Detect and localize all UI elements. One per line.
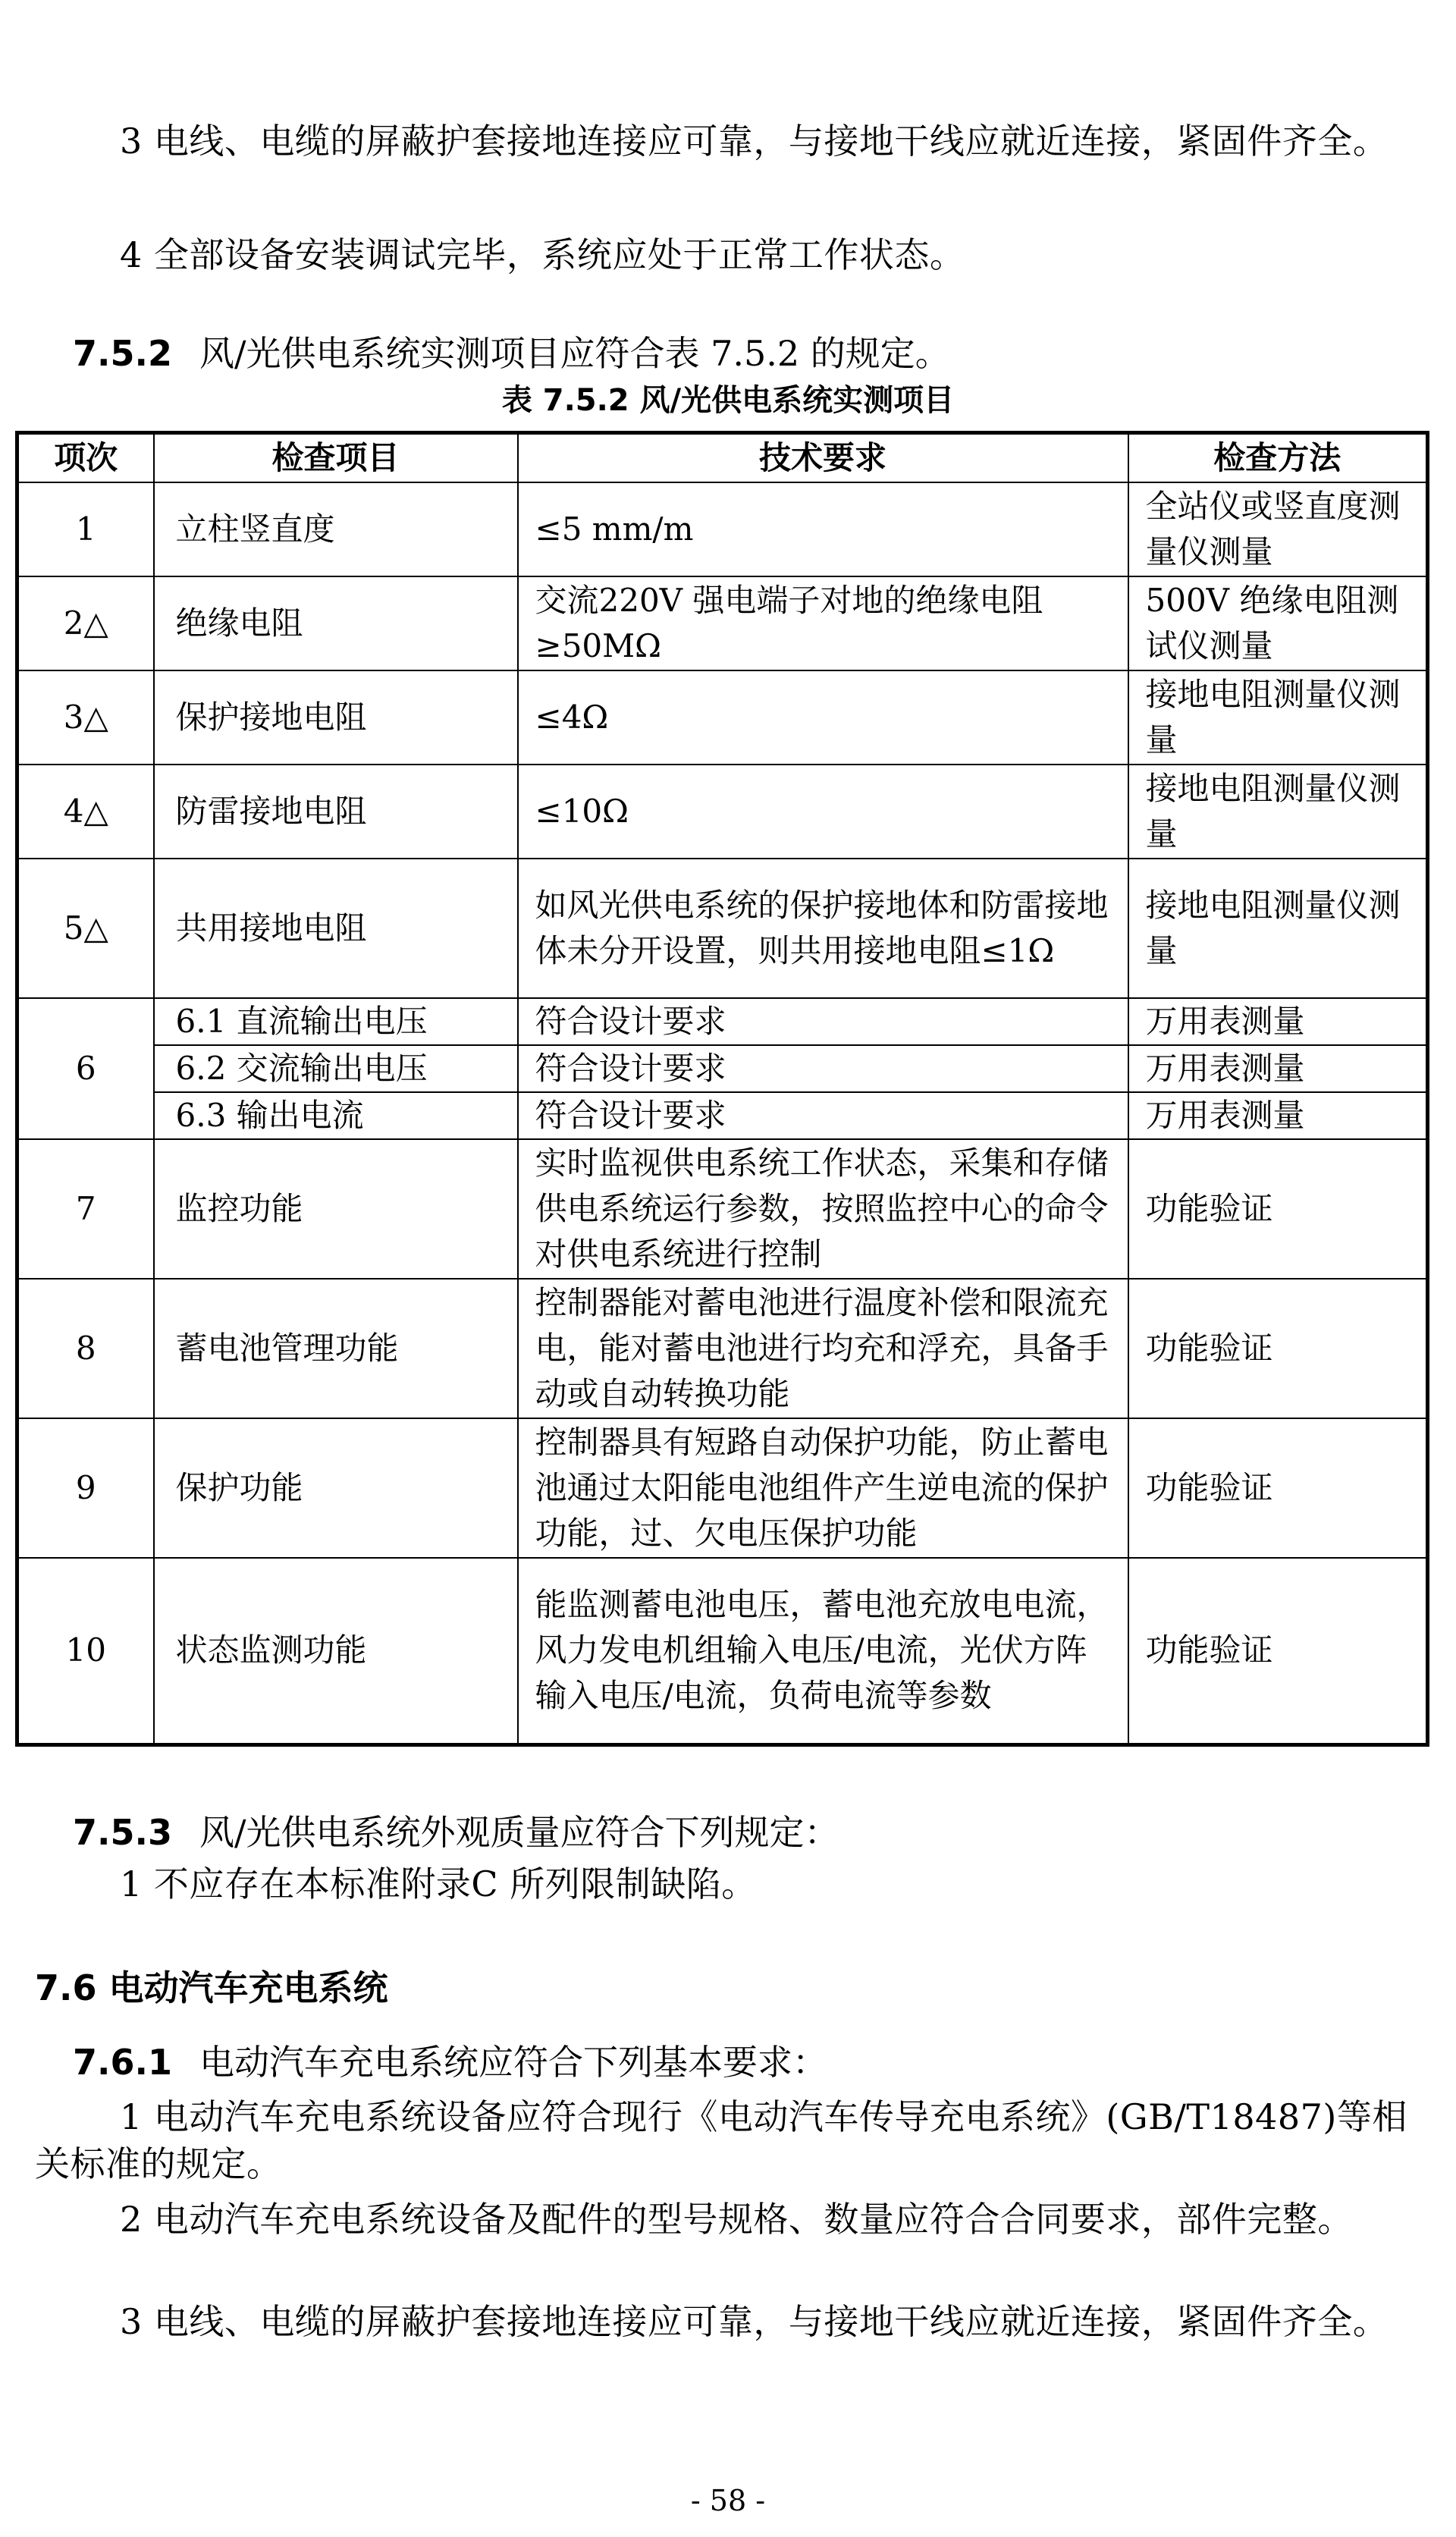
table-row: [17, 1279, 1428, 1418]
table-row: [17, 765, 1428, 859]
row-method: 接地电阻测量仪测量: [1128, 670, 1428, 765]
row-item: 6.3 输出电流: [154, 1092, 518, 1139]
paragraph: 1 不应存在本标准附录C 所列限制缺陷。: [120, 1864, 757, 1904]
row-no: 6: [17, 998, 154, 1139]
row-method: 接地电阻测量仪测量: [1128, 765, 1428, 859]
row-no: 2△: [17, 576, 154, 670]
row-method: 万用表测量: [1128, 1092, 1428, 1139]
table-row: [17, 1558, 1428, 1744]
clause-text: 电动汽车充电系统应符合下列基本要求：: [199, 2042, 827, 2083]
row-method: 全站仪或竖直度测量仪测量: [1128, 482, 1428, 576]
table-row: [17, 998, 1428, 1045]
clause-number: 7.5.2: [73, 333, 172, 374]
row-requirement: 符合设计要求: [518, 998, 1128, 1045]
row-requirement: ≤4Ω: [518, 670, 1128, 765]
clause-number: 7.5.3: [73, 1812, 172, 1853]
clause-number: 7.6.1: [73, 2042, 172, 2083]
row-method: 万用表测量: [1128, 998, 1428, 1045]
row-method: 万用表测量: [1128, 1045, 1428, 1092]
table-caption: 表 7.5.2 风/光供电系统实测项目: [501, 383, 955, 418]
table-header-row: [17, 433, 1428, 483]
row-item: 6.2 交流输出电压: [154, 1045, 518, 1092]
row-method: 功能验证: [1128, 1418, 1428, 1558]
table-row: [17, 859, 1428, 998]
row-item: 监控功能: [154, 1139, 518, 1279]
row-no: 9: [17, 1418, 154, 1558]
row-item: 6.1 直流输出电压: [154, 998, 518, 1045]
table-row: [17, 576, 1428, 670]
row-item: 蓄电池管理功能: [154, 1279, 518, 1418]
row-method: 500V 绝缘电阻测试仪测量: [1128, 576, 1428, 670]
row-requirement: 控制器能对蓄电池进行温度补偿和限流充电，能对蓄电池进行均充和浮充，具备手动或自动转换功能: [518, 1279, 1128, 1418]
paragraph: 3 电线、电缆的屏蔽护套接地连接应可靠，与接地干线应就近连接，紧固件齐全。: [120, 121, 1389, 162]
row-no: 8: [17, 1279, 154, 1418]
row-no: 7: [17, 1139, 154, 1279]
row-requirement: 符合设计要求: [518, 1045, 1128, 1092]
row-requirement: 能监测蓄电池电压，蓄电池充放电电流，风力发电机组输入电压/电流，光伏方阵输入电压/电流，负荷电流等参数: [518, 1558, 1128, 1744]
row-method: 接地电阻测量仪测量: [1128, 859, 1428, 998]
table-row: [17, 670, 1428, 765]
header-requirement: 技术要求: [518, 433, 1128, 483]
row-requirement: 实时监视供电系统工作状态，采集和存储供电系统运行参数，按照监控中心的命令对供电系统进行控制: [518, 1139, 1128, 1279]
row-requirement: ≤10Ω: [518, 765, 1128, 859]
header-no: 项次: [17, 433, 154, 483]
row-method: 功能验证: [1128, 1279, 1428, 1418]
table-row: [17, 1045, 1428, 1092]
row-requirement: 如风光供电系统的保护接地体和防雷接地体未分开设置，则共用接地电阻≤1Ω: [518, 859, 1128, 998]
page-number: - 58 -: [690, 2484, 766, 2517]
paragraph: 3 电线、电缆的屏蔽护套接地连接应可靠，与接地干线应就近连接，紧固件齐全。: [120, 2301, 1389, 2342]
row-no: 10: [17, 1558, 154, 1744]
row-item: 保护接地电阻: [154, 670, 518, 765]
clause-7-5-3: [35, 1809, 1423, 1856]
row-item: 共用接地电阻: [154, 859, 518, 998]
row-item: 绝缘电阻: [154, 576, 518, 670]
row-no: 5△: [17, 859, 154, 998]
table-row: [17, 482, 1428, 576]
table-row: [17, 1092, 1428, 1139]
row-requirement: 交流220V 强电端子对地的绝缘电阻≥50MΩ: [518, 576, 1128, 670]
inspection-table: [15, 431, 1429, 1747]
row-no: 4△: [17, 765, 154, 859]
header-method: 检查方法: [1128, 433, 1428, 483]
table-row: [17, 1139, 1428, 1279]
row-item: 保护功能: [154, 1418, 518, 1558]
row-requirement: ≤5 mm/m: [518, 482, 1128, 576]
row-item: 状态监测功能: [154, 1558, 518, 1744]
row-requirement: 符合设计要求: [518, 1092, 1128, 1139]
table-row: [17, 1418, 1428, 1558]
clause-text: 风/光供电系统实测项目应符合表 7.5.2 的规定。: [199, 333, 950, 374]
header-item: 检查项目: [154, 433, 518, 483]
row-no: 1: [17, 482, 154, 576]
section-heading-7-6: 7.6 电动汽车充电系统: [35, 1967, 388, 2008]
row-method: 功能验证: [1128, 1139, 1428, 1279]
clause-7-5-2: [35, 330, 1423, 377]
paragraph: 4 全部设备安装调试完毕，系统应处于正常工作状态。: [120, 234, 965, 275]
row-requirement: 控制器具有短路自动保护功能，防止蓄电池通过太阳能电池组件产生逆电流的保护功能，过、欠电压保护功能: [518, 1418, 1128, 1558]
row-item: 防雷接地电阻: [154, 765, 518, 859]
row-method: 功能验证: [1128, 1558, 1428, 1744]
row-item: 立柱竖直度: [154, 482, 518, 576]
paragraph: 1 电动汽车充电系统设备应符合现行《电动汽车传导充电系统》(GB/T18487)等相关标准的规定。: [35, 2096, 1407, 2184]
clause-text: 风/光供电系统外观质量应符合下列规定：: [199, 1812, 839, 1853]
clause-7-6-1: [35, 2039, 1423, 2086]
paragraph: 2 电动汽车充电系统设备及配件的型号规格、数量应符合合同要求，部件完整。: [120, 2199, 1353, 2240]
row-no: 3△: [17, 670, 154, 765]
